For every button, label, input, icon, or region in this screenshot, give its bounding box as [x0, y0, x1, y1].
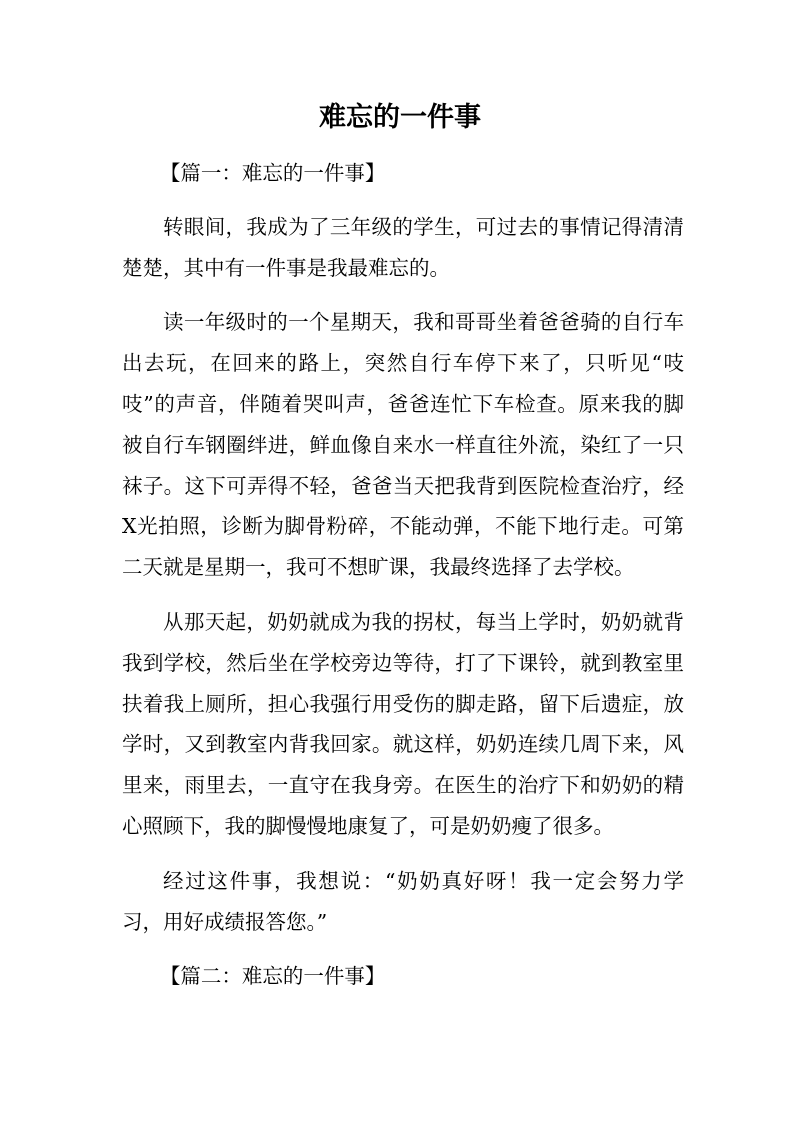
section-heading-2: 【篇二：难忘的一件事】: [159, 964, 386, 989]
document-body: [122, 153, 684, 1010]
paragraph-3: 从那天起，奶奶就成为我的拐杖，每当上学时，奶奶就背我到学校，然后坐在学校旁边等待，打了下课铃，就到教室里扶着我上厕所，担心我强行用受伤的脚走路，留下后遗症，放学时，又到教室内背我回家。就这样，奶奶连续几周下来，风里来，雨里去，一直守在我身旁。在医生的治疗下和奶奶的精心照顾下，我的脚慢慢地康复了，可是奶奶瘦了很多。: [122, 609, 684, 838]
paragraph-4: 经过这件事，我想说：“奶奶真好呀！我一定会努力学习，用好成绩报答您。”: [122, 868, 684, 934]
paragraph-1: 转眼间，我成为了三年级的学生，可过去的事情记得清清楚楚，其中有一件事是我最难忘的。: [122, 214, 684, 280]
section-heading-1: 【篇一：难忘的一件事】: [159, 161, 386, 185]
paragraph-2: 读一年级时的一个星期天，我和哥哥坐着爸爸骑的自行车出去玩，在回来的路上，突然自行车停下来了，只听见“吱吱”的声音，伴随着哭叫声，爸爸连忙下车检查。原来我的脚被自行车钢圈绊进，鲜血像自来水一样直往外流，染红了一只袜子。这下可弄得不轻，爸爸当天把我背到医院检查治疗，经X光拍照，诊断为脚骨粉碎，不能动弹，不能下地行走。可第二天就是星期一，我可不想旷课，我最终选择了去学校。: [122, 310, 684, 580]
document-title: 难忘的一件事: [319, 102, 481, 133]
